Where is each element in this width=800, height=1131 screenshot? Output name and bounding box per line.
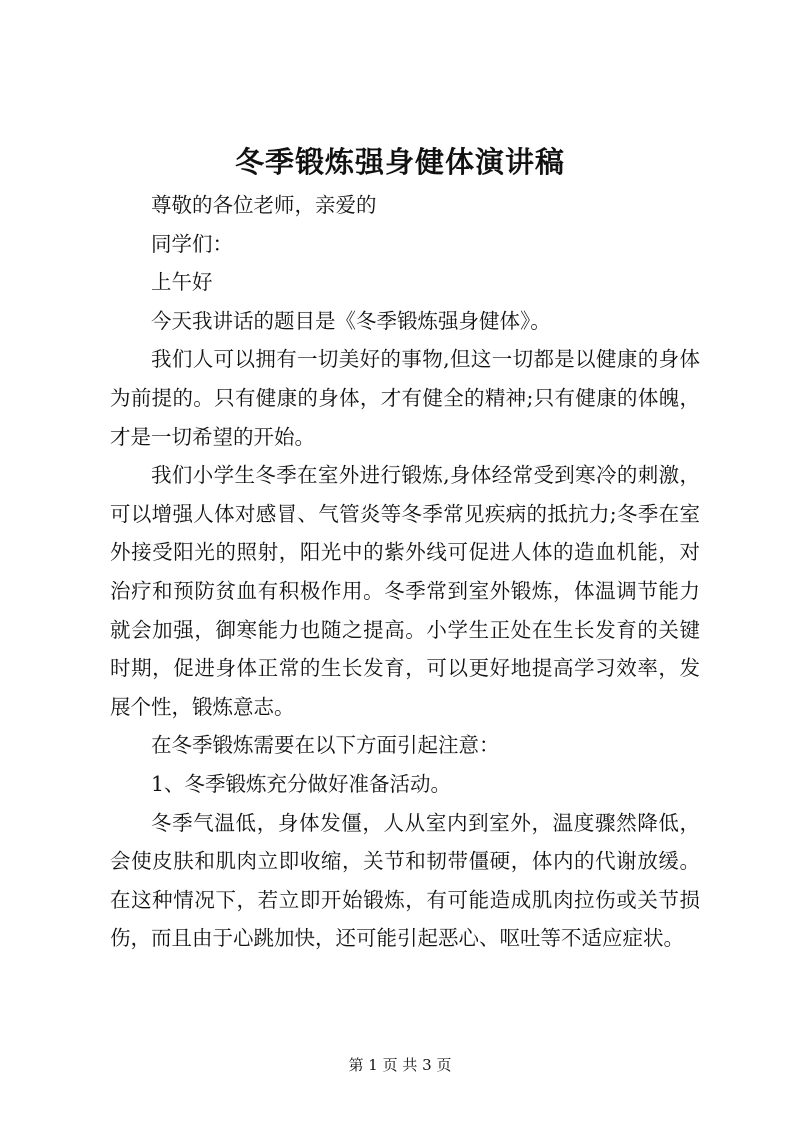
paragraph-greeting: 上午好: [151, 270, 213, 295]
paragraph-warmup: 冬季气温低，身体发僵，人从室内到室外，温度骤然降低，会使皮肤和肌肉立即收缩，关节和韧带僵硬，体内的代谢放缓。在这种情况下，若立即开始锻炼，有可能造成肌肉拉伤或关节损伤，而且由于心跳加快，还可能引起恶心、呕吐等不适应症状。: [110, 810, 700, 951]
paragraph-benefits: 我们小学生冬季在室外进行锻炼,身体经常受到寒冷的刺激，可以增强人体对感冒、气管炎等冬季常见疾病的抵抗力;冬季在室外接受阳光的照射，阳光中的紫外线可促进人体的造血机能，对治疗和预防贫血有积极作用。冬季常到室外锻炼，体温调节能力就会加强，御寒能力也随之提高。小学生正处在生长发育的关键时期，促进身体正常的生长发育，可以更好地提高学习效率，发展个性，锻炼意志。: [110, 463, 700, 719]
paragraph-salutation-continued: 同学们：: [151, 231, 233, 256]
document-body: [110, 186, 700, 958]
paragraph-topic: 今天我讲话的题目是《冬季锻炼强身健体》。: [151, 308, 551, 333]
paragraph-point-one: 1、冬季锻炼充分做好准备活动。: [151, 771, 452, 796]
paragraph-attention: 在冬季锻炼需要在以下方面引起注意：: [151, 733, 500, 758]
document-title: 冬季锻炼强身健体演讲稿: [234, 145, 565, 179]
paragraph-salutation: 尊敬的各位老师，亲爱的: [151, 193, 377, 217]
page-footer: 第 1 页 共 3 页: [348, 1056, 452, 1074]
paragraph-health: 我们人可以拥有一切美好的事物,但这一切都是以健康的身体为前提的。只有健康的身体，才有健全的精神;只有健康的体魄，才是一切希望的开始。: [110, 347, 700, 449]
